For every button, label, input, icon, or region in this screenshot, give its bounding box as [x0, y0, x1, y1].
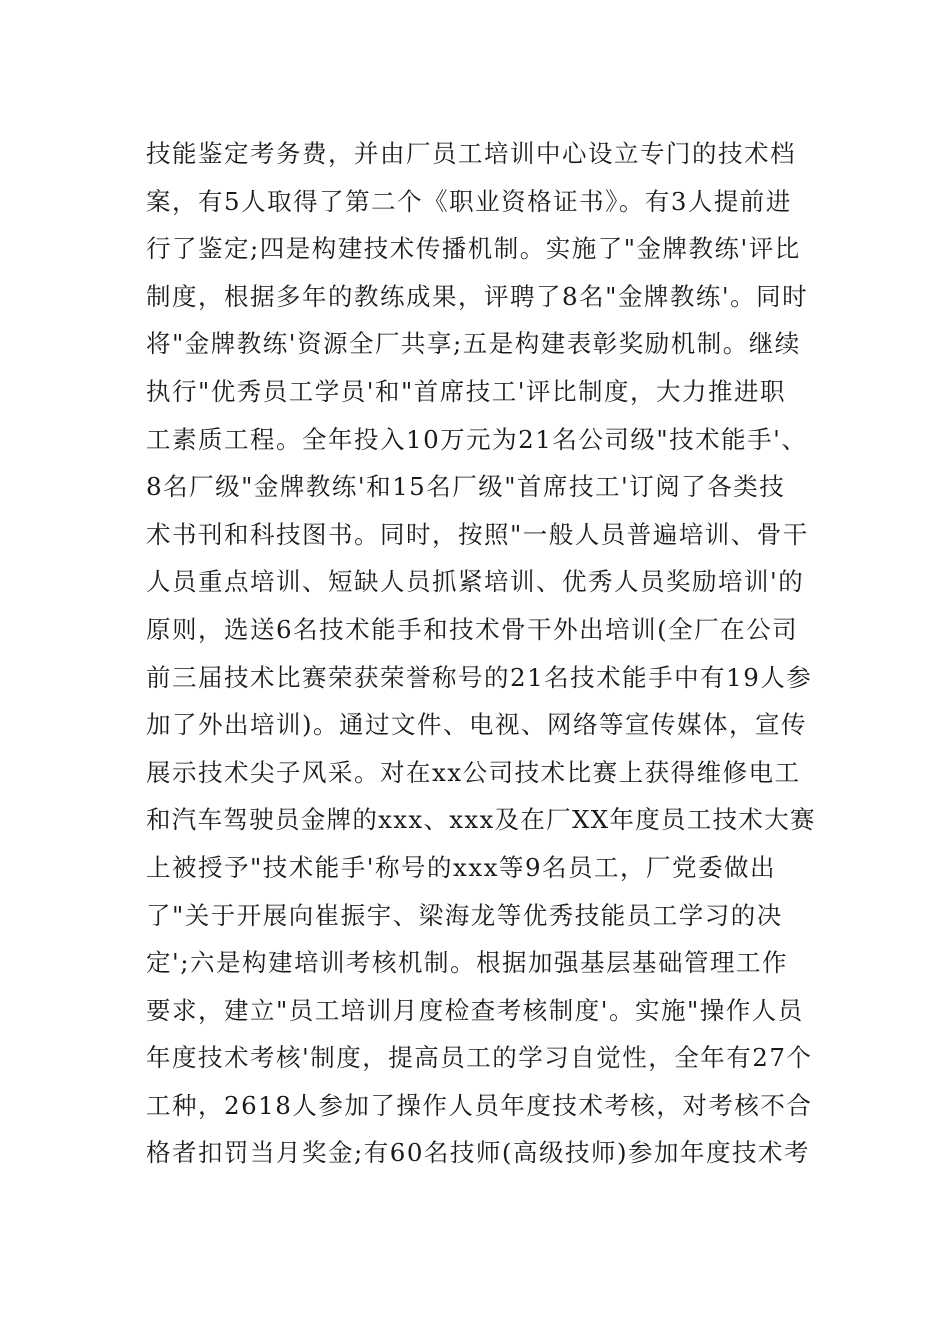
text-line: 技能鉴定考务费，并由厂员工培训中心设立专门的技术档 — [146, 139, 796, 168]
text-line: 行了鉴定;四是构建技术传播机制。实施了"金牌教练'评比 — [146, 234, 801, 264]
text-line: 格者扣罚当月奖金;有60名技师(高级技师)参加年度技术考 — [146, 1138, 811, 1168]
text-line: 制度，根据多年的教练成果，评聘了8名"金牌教练'。同时 — [146, 281, 809, 311]
text-line: 原则，选送6名技术能手和技术骨干外出培训(全厂在公司 — [146, 614, 799, 644]
text-line: 了"关于开展向崔振宇、梁海龙等优秀技能员工学习的决 — [146, 900, 783, 930]
text-line: 8名厂级"金牌教练'和15名厂级"首席技工'订阅了各类技 — [146, 472, 786, 502]
text-line: 执行"优秀员工学员'和"首席技工'评比制度，大力推进职 — [146, 376, 787, 406]
text-line: 要求，建立"员工培训月度检查考核制度'。实施"操作人员 — [146, 995, 804, 1025]
text-line: 术书刊和科技图书。同时，按照"一般人员普遍培训、骨干 — [146, 519, 809, 549]
text-line: 加了外出培训)。通过文件、电视、网络等宣传媒体，宣传 — [146, 710, 808, 740]
text-line: 案，有5人取得了第二个《职业资格证书》。有3人提前进 — [146, 186, 792, 216]
text-line: 前三届技术比赛荣获荣誉称号的21名技术能手中有19人参 — [146, 662, 813, 692]
text-line: 年度技术考核'制度，提高员工的学习自觉性，全年有27个 — [146, 1043, 813, 1073]
text-line: 工素质工程。全年投入10万元为21名公司级"技术能手'、 — [146, 424, 808, 454]
text-line: 展示技术尖子风采。对在xx公司技术比赛上获得维修电工 — [146, 757, 801, 787]
text-line: 人员重点培训、短缺人员抓紧培训、优秀人员奖励培训'的 — [146, 567, 805, 597]
text-line: 和汽车驾驶员金牌的xxx、xxx及在厂XX年度员工技术大赛 — [146, 805, 816, 835]
text-line: 上被授予"技术能手'称号的xxx等9名员工，厂党委做出 — [146, 852, 777, 882]
text-line: 将"金牌教练'资源全厂共享;五是构建表彰奖励机制。继续 — [146, 329, 801, 359]
body-paragraph — [146, 130, 816, 1177]
text-line: 定';六是构建培训考核机制。根据加强基层基础管理工作 — [146, 948, 788, 978]
text-line: 工种，2618人参加了操作人员年度技术考核，对考核不合 — [146, 1090, 813, 1120]
